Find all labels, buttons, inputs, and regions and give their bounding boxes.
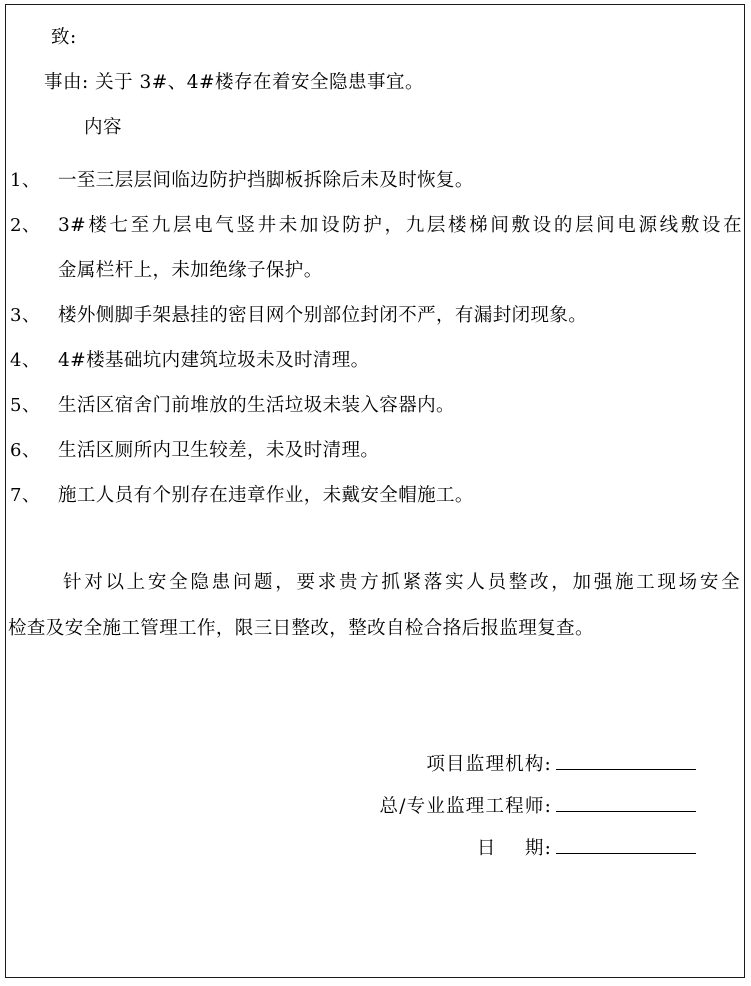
list-item-number: 5、 [10,395,41,416]
list-item-line: 生活区厕所内卫生较差，未及时清理。 [58,440,380,461]
signature-label: 总/专业监理工程师: [379,796,552,817]
list-item-text [58,383,744,428]
list-item [6,473,744,518]
list-item-text [58,158,744,203]
subject-line: 事由: 关于 3#、4#楼存在着安全隐患事宜。 [44,72,425,93]
document-header [6,5,744,150]
list-item [6,338,744,383]
issue-list [6,158,744,518]
signature-label: 日 期: [476,838,552,859]
document-content [6,5,744,977]
list-item [6,428,744,473]
list-item [6,383,744,428]
list-item-number: 3、 [10,305,41,326]
signature-row-date [6,828,744,870]
closing-line: 针对以上安全隐患问题，要求贵方抓紧落实人员整改，加强施工现场安全 [63,572,740,593]
signature-row-supervision-org [6,744,744,786]
list-item-text [58,338,744,383]
signature-label: 项目监理机构: [426,754,552,775]
list-item-line: 生活区宿舍门前堆放的生活垃圾未装入容器内。 [58,395,455,416]
signature-line-date[interactable] [556,833,696,854]
list-item-text [58,293,744,338]
list-item-text [58,473,744,518]
signature-line-engineer[interactable] [556,791,696,812]
list-item-line: 4#楼基础坑内建筑垃圾未及时清理。 [58,350,370,371]
list-item-number: 6、 [10,440,41,461]
list-item [6,293,744,338]
list-item-number: 7、 [10,485,41,506]
content-label: 内容 [84,117,123,138]
list-item-text [58,428,744,473]
list-item-line: 施工人员有个别存在违章作业，未戴安全帽施工。 [58,485,474,506]
list-item [6,203,744,293]
signature-line-supervision-org[interactable] [556,749,696,770]
list-item-text [58,203,744,293]
list-item-line: 楼外侧脚手架悬挂的密目网个别部位封闭不严，有漏封闭现象。 [58,305,588,326]
list-item-number: 1、 [10,170,41,191]
signature-row-engineer [6,786,744,828]
recipient-label: 致: [51,27,77,48]
closing-line: 检查及安全施工管理工作，限三日整改，整改自检合挌后报监理复查。 [8,618,594,639]
list-item-line: 金属栏杆上，未加绝缘子保护。 [58,260,323,281]
list-item [6,158,744,203]
list-item-number: 4、 [10,350,41,371]
list-item-line: 一至三层层间临边防护挡脚板拆除后未及时恢复。 [58,170,474,191]
closing-paragraph [6,560,744,652]
list-item-number: 2、 [10,215,41,236]
list-item-line: 3#楼七至九层电气竖井未加设防护，九层楼梯间敷设的层间电源线敷设在 [58,215,742,236]
signature-block [6,744,744,870]
